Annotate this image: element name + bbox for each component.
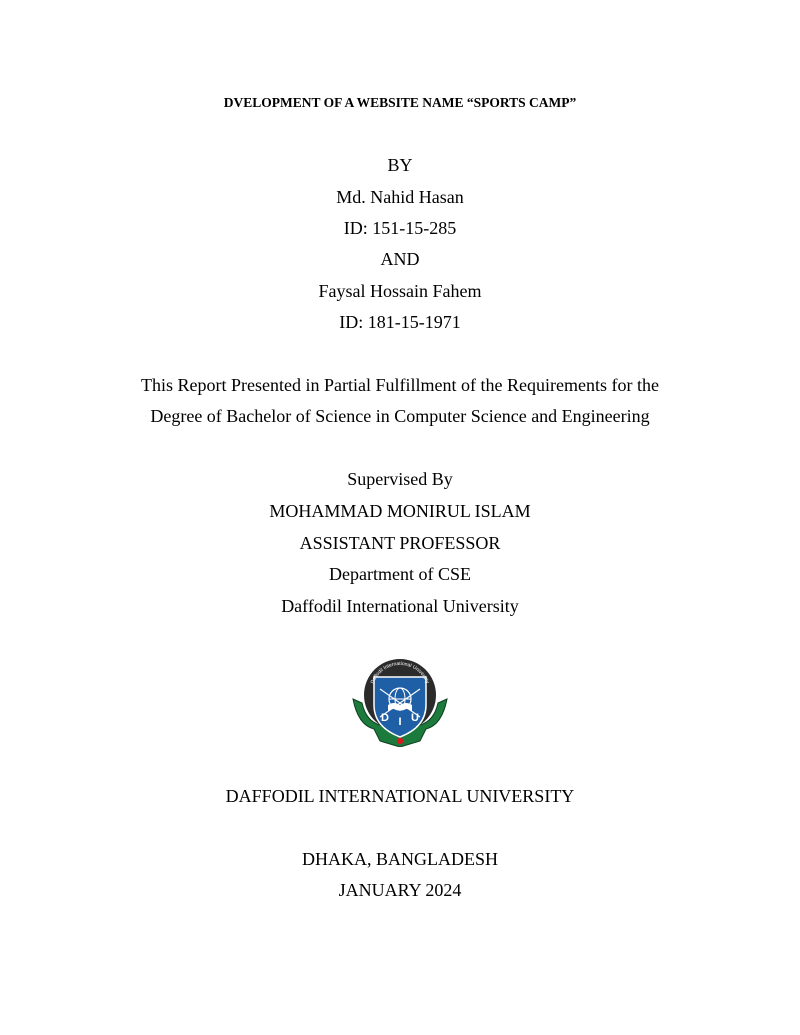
report-statement-line2: Degree of Bachelor of Science in Computer Science and Engineering xyxy=(150,406,650,426)
supervised-by-heading: Supervised By xyxy=(347,469,453,489)
by-label: BY xyxy=(387,155,413,175)
location: DHAKA, BANGLADESH xyxy=(302,849,498,869)
submission-date: JANUARY 2024 xyxy=(338,880,462,900)
supervisor-name: MOHAMMAD MONIRUL ISLAM xyxy=(269,501,531,521)
institution-name: DAFFODIL INTERNATIONAL UNIVERSITY xyxy=(225,786,575,806)
logo-letter-d: D xyxy=(381,712,389,724)
report-statement-line1: This Report Presented in Partial Fulfillment of the Requirements for the xyxy=(141,375,659,395)
author2-name: Faysal Hossain Fahem xyxy=(318,281,482,301)
author1-id: ID: 151-15-285 xyxy=(343,218,457,238)
report-title: DVELOPMENT OF A WEBSITE NAME “SPORTS CAMP” xyxy=(223,95,577,110)
author2-id: ID: 181-15-1971 xyxy=(339,312,461,332)
supervisor-university: Daffodil International University xyxy=(281,596,519,616)
logo-letter-i: I xyxy=(398,716,402,728)
logo-letter-u: U xyxy=(411,712,419,724)
conjunction-label: AND xyxy=(380,249,420,269)
supervisor-designation: ASSISTANT PROFESSOR xyxy=(299,533,501,553)
supervisor-department: Department of CSE xyxy=(329,564,471,584)
logo-accent xyxy=(397,738,403,744)
diu-logo-icon xyxy=(350,655,450,747)
author1-name: Md. Nahid Hasan xyxy=(336,187,464,207)
logo-ring-text: Daffodil International University xyxy=(369,660,431,685)
